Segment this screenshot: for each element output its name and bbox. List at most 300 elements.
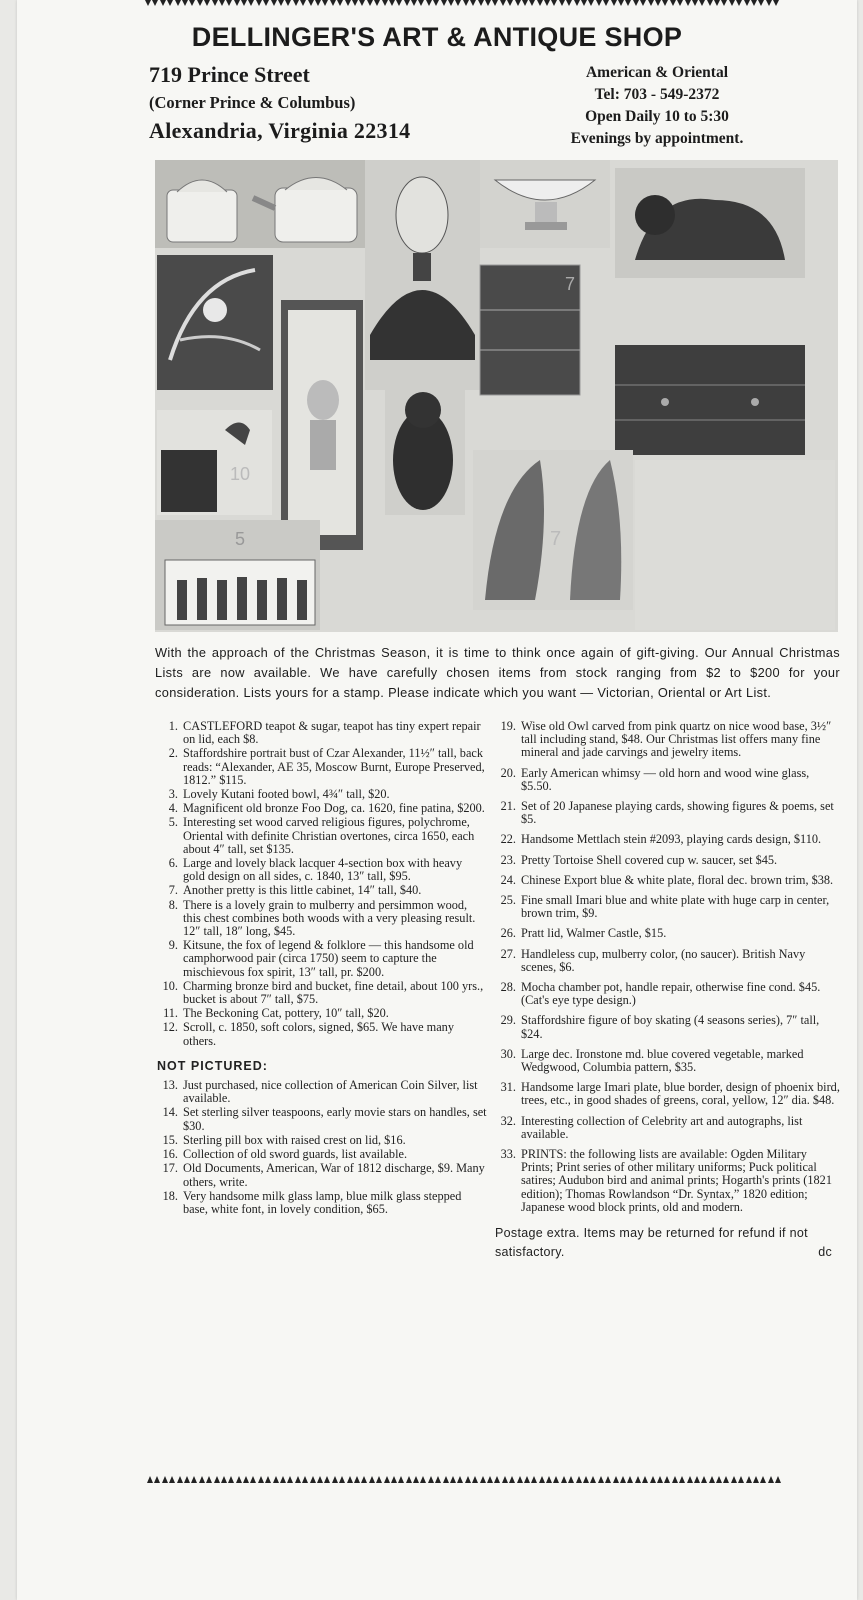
item-description: Collection of old sword guards, list available. — [183, 1147, 408, 1162]
border-triangle — [154, 1476, 160, 1483]
border-triangle — [463, 0, 469, 6]
lacquer-box-image — [480, 265, 580, 395]
border-triangle — [347, 1476, 353, 1483]
list-item — [157, 1079, 487, 1105]
item-description: Large and lovely black lacquer 4-section box with heavy gold design on all sides, c. 1840, 13″ tall, $95. — [183, 856, 463, 884]
list-item — [157, 802, 487, 815]
border-triangle — [775, 1476, 781, 1483]
list-item — [495, 833, 840, 846]
border-triangle — [707, 0, 713, 6]
item-description: Another pretty is this little cabinet, 14″ tall, $40. — [183, 883, 422, 898]
list-item — [157, 720, 487, 746]
border-triangle — [457, 1476, 463, 1483]
item-number: 15. — [162, 1132, 178, 1147]
border-triangle — [551, 0, 557, 6]
item-number: 14. — [162, 1105, 178, 1120]
list-item — [495, 981, 840, 1007]
border-triangle — [692, 0, 698, 6]
border-triangle — [263, 0, 269, 6]
item-list-right — [495, 720, 840, 1214]
border-triangle — [191, 1476, 197, 1483]
item-number: 11. — [163, 1006, 178, 1021]
border-triangle — [308, 0, 314, 6]
item-number: 7. — [168, 883, 178, 898]
border-triangle — [256, 0, 262, 6]
border-triangle — [293, 0, 299, 6]
border-triangle — [544, 0, 550, 6]
border-triangle — [145, 0, 151, 6]
border-triangle — [642, 1476, 648, 1483]
border-triangle — [162, 1476, 168, 1483]
border-triangle — [278, 0, 284, 6]
list-item — [495, 854, 840, 867]
item-description: Staffordshire portrait bust of Czar Alexander, 11½″ tall, back reads: “Alexander, AE 35, Moscow Burnt, Europe Preserved, 1812.” $115. — [183, 746, 485, 787]
item-list-not-pictured — [157, 1079, 487, 1216]
bust-image — [365, 160, 480, 390]
border-triangle — [295, 1476, 301, 1483]
border-triangle — [465, 1476, 471, 1483]
corner-note: (Corner Prince & Columbus) — [149, 93, 356, 112]
border-triangle — [648, 0, 654, 6]
list-item — [157, 939, 487, 979]
border-triangle — [167, 0, 173, 6]
border-triangle — [324, 1476, 330, 1483]
border-triangle — [685, 0, 691, 6]
border-triangle — [413, 1476, 419, 1483]
border-triangle — [204, 0, 210, 6]
border-triangle — [625, 0, 631, 6]
teapot-sugar-image — [155, 160, 365, 248]
item-description: Fine small Imari blue and white plate with huge carp in center, brown trim, $9. — [521, 893, 830, 921]
item-number: 2. — [168, 746, 178, 761]
border-triangle — [199, 1476, 205, 1483]
photo-label-10: 10 — [230, 464, 251, 484]
border-triangle — [773, 0, 779, 6]
border-triangle — [655, 0, 661, 6]
border-triangle — [529, 0, 535, 6]
border-triangle — [470, 0, 476, 6]
border-triangle — [226, 0, 232, 6]
border-triangle — [426, 0, 432, 6]
border-triangle — [687, 1476, 693, 1483]
border-triangle — [177, 1476, 183, 1483]
border-triangle — [420, 1476, 426, 1483]
border-triangle — [583, 1476, 589, 1483]
item-number: 12. — [162, 1020, 178, 1035]
item-description: Pratt lid, Walmer Castle, $15. — [521, 926, 667, 941]
border-triangle — [502, 1476, 508, 1483]
border-triangle — [537, 0, 543, 6]
border-triangle — [517, 1476, 523, 1483]
border-triangle — [746, 1476, 752, 1483]
item-number: 26. — [500, 926, 516, 941]
border-triangle — [701, 1476, 707, 1483]
item-description: Mocha chamber pot, handle repair, otherwise fine cond. $45. (Cat's eye type design.) — [521, 980, 821, 1008]
border-triangle — [184, 1476, 190, 1483]
border-triangle — [664, 1476, 670, 1483]
border-triangle — [221, 1476, 227, 1483]
border-triangle — [287, 1476, 293, 1483]
item-description: Large dec. Ironstone md. blue covered vegetable, marked Wedgwood, Columbia pattern, $35. — [521, 1046, 804, 1075]
item-number: 10. — [162, 978, 178, 993]
border-triangle — [627, 1476, 633, 1483]
border-triangle — [212, 0, 218, 6]
border-triangle — [376, 1476, 382, 1483]
specialty-line: American & Oriental — [585, 64, 729, 81]
border-triangle — [635, 1476, 641, 1483]
border-triangle — [398, 1476, 404, 1483]
photo-label-7a: 7 — [565, 274, 576, 294]
border-triangle — [228, 1476, 234, 1483]
top-decorative-border — [145, 0, 845, 9]
bottom-decorative-border — [147, 1476, 852, 1486]
list-item — [157, 899, 487, 939]
phone-line: Tel: 703 - 549-2372 — [594, 86, 720, 103]
kutani-bowl-image — [480, 160, 610, 248]
item-number: 18. — [162, 1188, 178, 1203]
border-triangle — [169, 1476, 175, 1483]
border-triangle — [273, 1476, 279, 1483]
border-triangle — [354, 1476, 360, 1483]
border-triangle — [480, 1476, 486, 1483]
chest-image — [615, 345, 805, 455]
item-number: 31. — [500, 1080, 516, 1095]
border-triangle — [160, 0, 166, 6]
border-triangle — [736, 0, 742, 6]
border-triangle — [509, 1476, 515, 1483]
item-description: Magnificent old bronze Foo Dog, ca. 1620, fine patina, $200. — [183, 801, 485, 816]
item-number: 22. — [500, 832, 516, 847]
border-triangle — [219, 0, 225, 6]
list-item — [495, 800, 840, 826]
border-triangle — [744, 0, 750, 6]
photo-label-7b: 7 — [550, 528, 562, 550]
border-triangle — [317, 1476, 323, 1483]
item-number: 1. — [168, 719, 178, 733]
border-triangle — [315, 0, 321, 6]
border-triangle — [332, 1476, 338, 1483]
border-triangle — [345, 0, 351, 6]
item-number: 9. — [168, 938, 178, 953]
border-triangle — [404, 0, 410, 6]
list-item — [495, 767, 840, 793]
border-triangle — [758, 0, 764, 6]
border-triangle — [428, 1476, 434, 1483]
item-number: 24. — [500, 872, 516, 887]
border-triangle — [731, 1476, 737, 1483]
list-item — [157, 1162, 487, 1188]
footer-signature: dc — [818, 1245, 832, 1260]
item-number: 8. — [168, 897, 178, 912]
list-item — [495, 927, 840, 940]
item-number: 3. — [168, 787, 178, 802]
border-triangle — [243, 1476, 249, 1483]
border-triangle — [522, 0, 528, 6]
border-triangle — [389, 0, 395, 6]
border-triangle — [236, 1476, 242, 1483]
border-triangle — [441, 0, 447, 6]
item-description: Staffordshire figure of boy skating (4 seasons series), 7″ tall, $24. — [521, 1013, 820, 1041]
item-number: 13. — [162, 1078, 178, 1093]
border-triangle — [406, 1476, 412, 1483]
item-number: 21. — [500, 799, 516, 814]
border-triangle — [322, 0, 328, 6]
list-item — [157, 980, 487, 1006]
border-triangle — [492, 0, 498, 6]
border-triangle — [241, 0, 247, 6]
border-triangle — [374, 0, 380, 6]
border-triangle — [302, 1476, 308, 1483]
border-triangle — [500, 0, 506, 6]
border-triangle — [590, 1476, 596, 1483]
border-triangle — [382, 0, 388, 6]
border-triangle — [613, 1476, 619, 1483]
shop-address — [149, 60, 410, 146]
item-description: Set of 20 Japanese playing cards, showing figures & poems, set $5. — [521, 799, 834, 827]
item-number: 20. — [500, 765, 516, 780]
list-item — [495, 1048, 840, 1074]
border-triangle — [443, 1476, 449, 1483]
border-triangle — [433, 0, 439, 6]
border-triangle — [258, 1476, 264, 1483]
border-triangle — [633, 0, 639, 6]
border-triangle — [596, 0, 602, 6]
hours-line: Open Daily 10 to 5:30 — [585, 108, 729, 125]
border-triangle — [677, 0, 683, 6]
border-triangle — [766, 0, 772, 6]
border-triangle — [768, 1476, 774, 1483]
border-triangle — [574, 0, 580, 6]
list-item — [495, 1115, 840, 1141]
border-triangle — [738, 1476, 744, 1483]
border-triangle — [672, 1476, 678, 1483]
footer-note — [495, 1224, 840, 1262]
item-number: 17. — [162, 1161, 178, 1176]
border-triangle — [559, 0, 565, 6]
border-triangle — [566, 0, 572, 6]
item-description: Pretty Tortoise Shell covered cup w. saucer, set $45. — [521, 852, 778, 867]
border-triangle — [611, 0, 617, 6]
border-triangle — [515, 0, 521, 6]
item-description: Handleless cup, mulberry color, (no saucer). British Navy scenes, $6. — [521, 946, 806, 974]
border-triangle — [147, 1476, 153, 1483]
list-item — [157, 1106, 487, 1132]
border-triangle — [640, 0, 646, 6]
border-triangle — [716, 1476, 722, 1483]
list-item — [157, 857, 487, 883]
border-triangle — [384, 1476, 390, 1483]
border-triangle — [361, 1476, 367, 1483]
border-triangle — [485, 0, 491, 6]
list-item — [495, 948, 840, 974]
border-triangle — [265, 1476, 271, 1483]
item-description: Set sterling silver teaspoons, early movie stars on handles, set $30. — [183, 1105, 487, 1133]
border-triangle — [694, 1476, 700, 1483]
border-triangle — [418, 0, 424, 6]
border-triangle — [214, 1476, 220, 1483]
item-list-pictured — [157, 720, 487, 1048]
photo-label-5: 5 — [235, 529, 246, 549]
item-description: Very handsome milk glass lamp, blue milk glass stepped base, white font, in lovely condition, $65. — [183, 1188, 462, 1216]
border-triangle — [709, 1476, 715, 1483]
border-triangle — [337, 0, 343, 6]
catalog-page — [17, 0, 857, 1600]
list-item — [495, 1014, 840, 1040]
border-triangle — [271, 0, 277, 6]
foo-dog-image — [615, 168, 805, 278]
border-triangle — [494, 1476, 500, 1483]
item-description: Wise old Owl carved from pink quartz on nice wood base, 3½″ tall including stand, $48. Our Christmas list offers many fine mineral and jade carvings and jewelry items. — [521, 719, 832, 760]
border-triangle — [650, 1476, 656, 1483]
border-triangle — [448, 0, 454, 6]
list-item — [157, 1021, 487, 1047]
item-number: 29. — [500, 1013, 516, 1028]
item-number: 4. — [168, 801, 178, 816]
border-triangle — [723, 1476, 729, 1483]
border-triangle — [588, 0, 594, 6]
border-triangle — [182, 0, 188, 6]
border-triangle — [729, 0, 735, 6]
evenings-line: Evenings by appointment. — [570, 130, 744, 147]
border-triangle — [152, 0, 158, 6]
border-triangle — [568, 1476, 574, 1483]
item-description: Interesting collection of Celebrity art and autographs, list available. — [521, 1113, 803, 1141]
border-triangle — [189, 0, 195, 6]
border-triangle — [330, 0, 336, 6]
border-triangle — [539, 1476, 545, 1483]
list-item — [495, 894, 840, 920]
item-description: Handsome large Imari plate, blue border, design of phoenix bird, trees, etc., in good shades of greens, coral, yellow, 12″ dia. $48. — [521, 1080, 840, 1108]
list-item — [495, 874, 840, 887]
border-triangle — [679, 1476, 685, 1483]
border-triangle — [576, 1476, 582, 1483]
list-item — [495, 1081, 840, 1107]
item-description: Chinese Export blue & white plate, floral dec. brown trim, $38. — [521, 872, 834, 887]
antiques-photo-collage — [155, 160, 838, 632]
item-number: 27. — [500, 946, 516, 961]
border-triangle — [546, 1476, 552, 1483]
item-number: 33. — [500, 1147, 516, 1162]
kitsune-fox-pair-image — [473, 450, 633, 610]
border-triangle — [280, 1476, 286, 1483]
item-number: 23. — [500, 852, 516, 867]
border-triangle — [310, 1476, 316, 1483]
item-description: Lovely Kutani footed bowl, 4¾″ tall, $20. — [183, 787, 390, 802]
border-triangle — [478, 0, 484, 6]
border-triangle — [618, 0, 624, 6]
bird-bucket-image — [157, 410, 272, 515]
border-triangle — [391, 1476, 397, 1483]
shop-info — [527, 62, 787, 150]
border-triangle — [472, 1476, 478, 1483]
bird-painting-image — [157, 255, 273, 390]
border-triangle — [367, 0, 373, 6]
item-number: 28. — [500, 980, 516, 995]
border-triangle — [657, 1476, 663, 1483]
item-description: The Beckoning Cat, pottery, 10″ tall, $20. — [183, 1006, 389, 1021]
border-triangle — [751, 0, 757, 6]
border-triangle — [598, 1476, 604, 1483]
border-triangle — [753, 1476, 759, 1483]
border-triangle — [605, 1476, 611, 1483]
border-triangle — [581, 0, 587, 6]
border-triangle — [553, 1476, 559, 1483]
border-triangle — [662, 0, 668, 6]
list-item — [157, 1190, 487, 1216]
border-triangle — [339, 1476, 345, 1483]
right-column — [495, 720, 840, 1262]
border-triangle — [234, 0, 240, 6]
shop-title: DELLINGER'S ART & ANTIQUE SHOP — [191, 22, 683, 52]
border-triangle — [455, 0, 461, 6]
list-item — [157, 1148, 487, 1161]
border-triangle — [620, 1476, 626, 1483]
not-pictured-heading: NOT PICTURED: — [157, 1058, 268, 1073]
item-description: Handsome Mettlach stein #2093, playing cards design, $110. — [521, 832, 822, 847]
list-item — [157, 1007, 487, 1020]
footer-text: Postage extra. Items may be returned for refund if not satisfactory. — [495, 1226, 808, 1260]
item-description: Interesting set wood carved religious figures, polychrome, Oriental with definite Christian overtones, circa 1650, each about 4″ tall, set $135. — [183, 815, 475, 856]
item-description: Sterling pill box with raised crest on lid, $16. — [183, 1132, 406, 1147]
list-item — [495, 1148, 840, 1214]
left-column — [157, 720, 487, 1217]
border-triangle — [285, 0, 291, 6]
item-number: 32. — [500, 1113, 516, 1128]
border-triangle — [450, 1476, 456, 1483]
border-triangle — [206, 1476, 212, 1483]
border-triangle — [435, 1476, 441, 1483]
border-triangle — [197, 0, 203, 6]
item-description: Just purchased, nice collection of American Coin Silver, list available. — [183, 1078, 478, 1106]
intro-paragraph: With the approach of the Christmas Season, it is time to think once again of gift-giving. Our Annual Christmas Lists are now available. We have carefully chosen items from stock ranging from $2 to $200 for your consideration. Lists yours for a stamp. Please indicate which you want — Victorian, Oriental or Art List. — [155, 645, 840, 700]
item-number: 25. — [500, 893, 516, 908]
border-triangle — [531, 1476, 537, 1483]
item-number: 16. — [162, 1147, 178, 1162]
item-description: Kitsune, the fox of legend & folklore — this handsome old camphorwood pair (circa 1750) seem to capture the mischievous fox spirit, 13″ tall, pr. $200. — [183, 938, 474, 979]
border-triangle — [300, 0, 306, 6]
border-triangle — [670, 0, 676, 6]
border-triangle — [714, 0, 720, 6]
street-address: 719 Prince Street — [149, 62, 310, 87]
item-description: CASTLEFORD teapot & sugar, teapot has tiny expert repair on lid, each $8. — [183, 719, 481, 747]
border-triangle — [760, 1476, 766, 1483]
border-triangle — [175, 0, 181, 6]
border-triangle — [603, 0, 609, 6]
border-triangle — [721, 0, 727, 6]
item-number: 5. — [168, 815, 178, 830]
religious-figures-image — [155, 520, 320, 630]
item-number: 30. — [500, 1046, 516, 1061]
item-description: Scroll, c. 1850, soft colors, signed, $65. We have many others. — [183, 1020, 454, 1048]
border-triangle — [248, 0, 254, 6]
list-item — [495, 720, 840, 760]
border-triangle — [359, 0, 365, 6]
border-triangle — [487, 1476, 493, 1483]
border-triangle — [352, 0, 358, 6]
border-triangle — [411, 0, 417, 6]
item-description: Old Documents, American, War of 1812 discharge, $9. Many others, write. — [183, 1161, 485, 1189]
border-triangle — [524, 1476, 530, 1483]
border-triangle — [369, 1476, 375, 1483]
beckoning-cat-image — [385, 385, 465, 515]
list-item — [157, 747, 487, 787]
city-state-zip: Alexandria, Virginia 22314 — [149, 118, 411, 143]
list-item — [157, 816, 487, 856]
item-description: Charming bronze bird and bucket, fine detail, about 100 yrs., bucket is about 7″ tall, $75. — [183, 978, 484, 1007]
list-item — [157, 1134, 487, 1147]
item-description: PRINTS: the following lists are available: Ogden Military Prints; Print series of other military uniforms; Puck political satires; Audubon bird and animal prints; Hogarth's prints (1821 edition); Thomas Rowlandson “Dr. Syntax,” 1820 edition; Japanese wood block prints, old and modern. — [521, 1147, 832, 1214]
list-item — [157, 884, 487, 897]
